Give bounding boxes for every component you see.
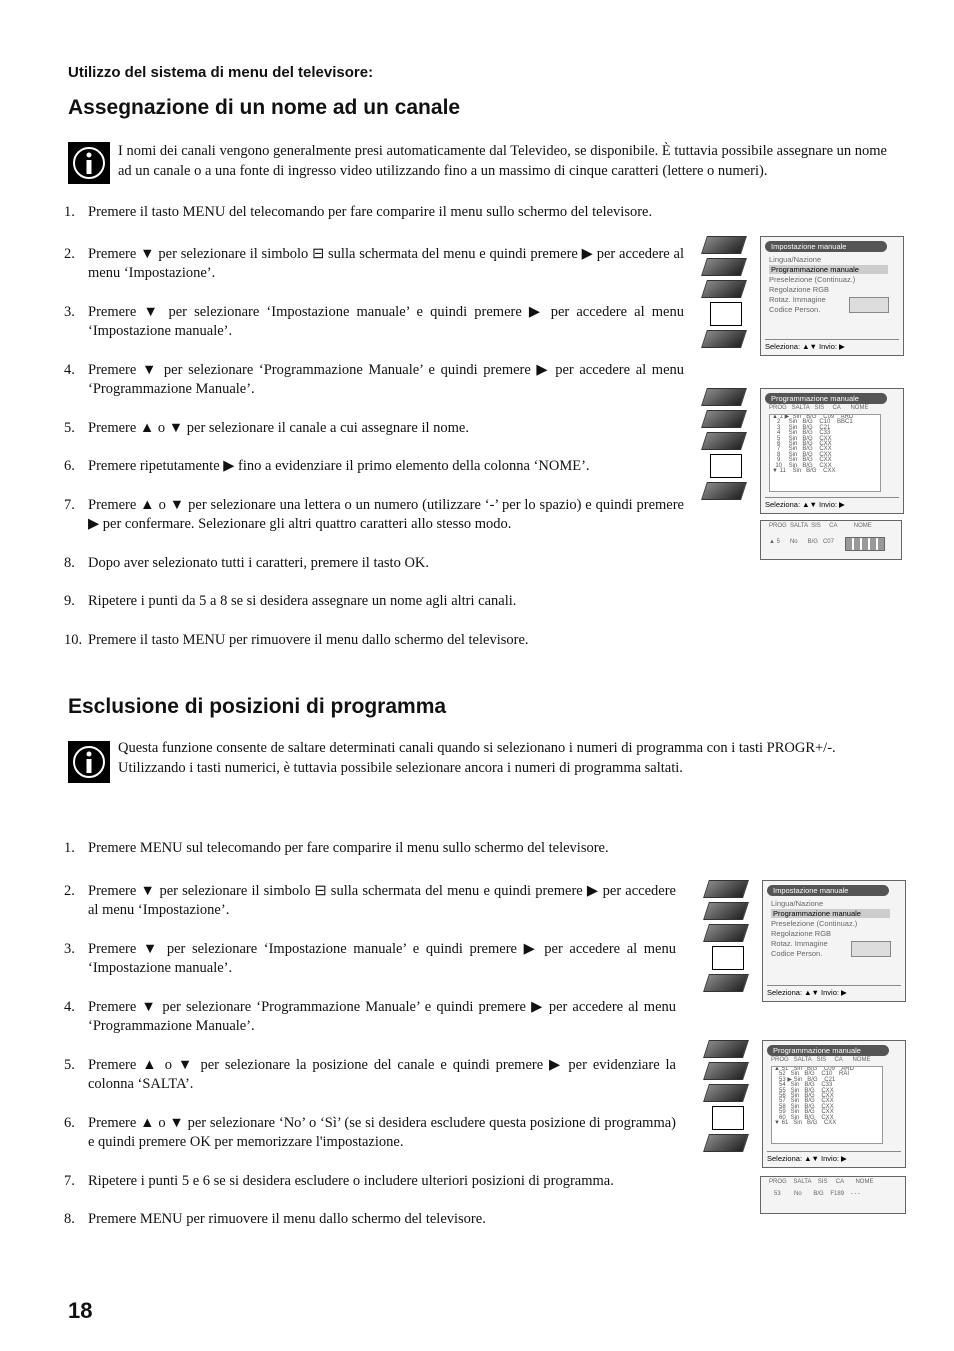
step-item xyxy=(64,303,684,342)
step-text: Ripetere i punti 5 e 6 se si desidera escludere o includere ulteriori posizioni di programma. xyxy=(88,1172,614,1189)
section2-intro: Questa funzione consente de saltare determinati canali quando si selezionano i numeri di programma con i tasti PROGR+/-. Utilizzando i tasti numerici, è tuttavia possibile selezionare ancora i numeri di programma saltati. xyxy=(118,740,836,776)
menu-item-selected: Programmazione manuale xyxy=(771,909,890,918)
channel-table: ▲ 1 ▶ Sin B/G C09 ARD 2 Sin B/G C10 BBC1 3 Sin B/G C21 4 Sin B/G C33 5 Sin B/G CXX 6 Sin B/G CXX 7 Sin B/G CXX 8 Sin B/G CXX 9 Sin B/G CXX 10 Sin B/G CXX ▼ 11 Sin B/G CXX xyxy=(769,414,881,492)
step-item xyxy=(64,361,684,400)
screen-title: Impostazione manuale xyxy=(767,885,889,896)
step-text: Premere ▼ per selezionare il simbolo ⊟ sulla schermata del menu e quindi premere ▶ per accedere al menu ‘Impostazione’. xyxy=(88,882,676,918)
step-item xyxy=(64,631,684,651)
sound-icon xyxy=(701,258,747,276)
step-number: 5. xyxy=(64,419,75,436)
table-header: PROG SALTA SIS CA NOME xyxy=(771,1057,871,1063)
step-item xyxy=(64,496,684,535)
strip-row: ▲ 5 No B/G C07 xyxy=(769,539,834,545)
step-number: 8. xyxy=(64,554,75,571)
step-item xyxy=(64,1114,676,1153)
step-number: 6. xyxy=(64,458,75,474)
screen-footer: Seleziona: ▲▼ Invio: ▶ xyxy=(765,339,899,351)
figure-prog-menu-1 xyxy=(704,388,910,514)
step-number: 2. xyxy=(64,882,75,899)
step-number: 6. xyxy=(64,1114,75,1131)
page-header: Utilizzo del sistema di menu del televisore: xyxy=(68,64,374,81)
value-box xyxy=(849,297,889,313)
info-icon xyxy=(68,741,110,783)
page-number: 18 xyxy=(68,1298,93,1323)
step-text: Premere ▲ o ▼ per selezionare ‘No’ o ‘Sì’ (se si desidera escludere questa posizione di programma) e quindi premere OK per memorizzare l'impostazione. xyxy=(88,1114,676,1150)
step-item xyxy=(64,245,684,284)
step-number: 1. xyxy=(64,204,75,220)
step-text: Premere il tasto MENU del telecomando per fare comparire il menu sullo schermo del televisore. xyxy=(88,204,653,220)
sound-icon xyxy=(701,410,747,428)
menu-item: Regolazione RGB xyxy=(771,929,832,938)
screen-title: Programmazione manuale xyxy=(765,393,887,404)
menu-item: Rotaz. Immagine xyxy=(771,939,828,948)
step-item xyxy=(64,882,676,921)
menu-item-selected: Programmazione manuale xyxy=(769,265,888,274)
step-number: 3. xyxy=(64,303,75,320)
step-number: 7. xyxy=(64,496,75,513)
menu-item: Rotaz. Immagine xyxy=(769,295,826,304)
screen-title: Programmazione manuale xyxy=(767,1045,889,1056)
setup-icon xyxy=(710,454,742,478)
name-edit-box xyxy=(845,537,885,551)
picture-icon xyxy=(701,388,747,406)
strip-header: PROG SALTA SIS CA NOME xyxy=(769,523,872,529)
step-item xyxy=(64,554,684,574)
setup-screen xyxy=(760,236,904,356)
section1-intro: I nomi dei canali vengono generalmente presi automaticamente dal Televideo, se disponibile. È tuttavia possibile assegnare un nome ad un canale o a una fonte di ingresso video utilizzando fino a un massimo di cinque caratteri (lettere o numeri). xyxy=(118,143,887,179)
step-number: 3. xyxy=(64,940,75,957)
step-text: Premere MENU sul telecomando per fare comparire il menu sullo schermo del televisore. xyxy=(88,840,609,856)
features-icon xyxy=(703,924,749,942)
section1-steps xyxy=(64,203,684,669)
menu-item: Lingua/Nazione xyxy=(769,255,822,264)
features-icon xyxy=(701,280,747,298)
menu-item: Preselezione (Continuaz.) xyxy=(769,275,856,284)
figure-setup-menu-2 xyxy=(706,880,906,1002)
table-header: PROG SALTA SIS CA NOME xyxy=(769,405,869,411)
step-item xyxy=(64,940,676,979)
step-number: 1. xyxy=(64,840,75,856)
value-box xyxy=(851,941,891,957)
step-item xyxy=(64,203,684,223)
features-icon xyxy=(703,1084,749,1102)
step-text: Premere ▲ o ▼ per selezionare il canale a cui assegnare il nome. xyxy=(88,419,469,436)
step-number: 4. xyxy=(64,361,75,378)
step-item xyxy=(64,457,684,477)
info-icon xyxy=(68,142,110,184)
step-item xyxy=(64,839,676,859)
teletext-icon xyxy=(701,330,747,348)
step-item xyxy=(64,1172,676,1192)
screen-footer: Seleziona: ▲▼ Invio: ▶ xyxy=(767,985,901,997)
prog-screen xyxy=(760,388,904,514)
step-text: Premere ▼ per selezionare ‘Impostazione manuale’ e quindi premere ▶ per accedere al menu ‘Impostazione manuale’. xyxy=(88,940,676,976)
screen-footer: Seleziona: ▲▼ Invio: ▶ xyxy=(765,497,899,509)
step-text: Premere il tasto MENU per rimuovere il menu dallo schermo del televisore. xyxy=(88,631,529,648)
step-text: Premere ▼ per selezionare ‘Impostazione manuale’ e quindi premere ▶ per accedere al menu ‘Impostazione manuale’. xyxy=(88,303,684,339)
screen-title: Impostazione manuale xyxy=(765,241,887,252)
step-text: Premere ▲ o ▼ per selezionare la posizione del canale e quindi premere ▶ per evidenziare la colonna ‘SALTA’. xyxy=(88,1056,676,1092)
figure-prog-menu-2 xyxy=(706,1040,906,1168)
step-text: Premere ▲ o ▼ per selezionare una lettera o un numero (utilizzare ‘-’ per lo spazio) e quindi premere ▶ per confermare. Selezionare gli altri quattro caratteri allo stesso modo. xyxy=(88,496,684,532)
step-text: Premere ▼ per selezionare ‘Programmazione Manuale’ e quindi premere ▶ per accedere al menu ‘Programmazione Manuale’. xyxy=(88,998,676,1034)
menu-item: Lingua/Nazione xyxy=(771,899,824,908)
menu-item: Codice Person. xyxy=(769,305,821,314)
step-item xyxy=(64,1056,676,1095)
step-number: 7. xyxy=(64,1172,75,1189)
step-item xyxy=(64,592,684,612)
step-item xyxy=(64,1210,676,1230)
setup-screen xyxy=(762,880,906,1002)
step-text: Dopo aver selezionato tutti i caratteri, premere il tasto OK. xyxy=(88,554,430,571)
step-text: Ripetere i punti da 5 a 8 se si desidera assegnare un nome agli altri canali. xyxy=(88,593,517,609)
section2-title: Esclusione di posizioni di programma xyxy=(68,695,447,718)
step-number: 9. xyxy=(64,593,75,609)
menu-item: Regolazione RGB xyxy=(769,285,830,294)
salta-strip xyxy=(760,1176,906,1214)
features-icon xyxy=(701,432,747,450)
step-number: 8. xyxy=(64,1211,75,1227)
channel-table: ▲ 51 Sin B/G C09 ARD 52 Sin B/G C10 RAI 53 ▶ Sin B/G C21 54 Sin B/G C33 55 Sin B/G CXX 56 Sin B/G CXX 57 Sin B/G CXX 58 Sin B/G CXX 59 Sin B/G CXX 60 Sin B/G CXX ▼ 61 Sin B/G CXX xyxy=(771,1066,883,1144)
menu-item: Preselezione (Continuaz.) xyxy=(771,919,858,928)
setup-icon xyxy=(712,946,744,970)
picture-icon xyxy=(701,236,747,254)
picture-icon xyxy=(703,1040,749,1058)
step-item xyxy=(64,998,676,1037)
step-text: Premere ripetutamente ▶ fino a evidenziare il primo elemento della colonna ‘NOME’. xyxy=(88,458,590,474)
figure-setup-menu-1 xyxy=(704,236,910,356)
teletext-icon xyxy=(703,974,749,992)
strip-row: 53 No B/G F189 - - - xyxy=(769,1191,861,1197)
teletext-icon xyxy=(703,1134,749,1152)
prog-screen xyxy=(762,1040,906,1168)
teletext-icon xyxy=(701,482,747,500)
step-number: 5. xyxy=(64,1056,75,1073)
step-text: Premere ▼ per selezionare ‘Programmazione Manuale’ e quindi premere ▶ per accedere al menu ‘Programmazione Manuale’. xyxy=(88,361,684,397)
picture-icon xyxy=(703,880,749,898)
step-text: Premere MENU per rimuovere il menu dallo schermo del televisore. xyxy=(88,1211,486,1227)
sound-icon xyxy=(703,902,749,920)
step-text: Premere ▼ per selezionare il simbolo ⊟ sulla schermata del menu e quindi premere ▶ per accedere al menu ‘Impostazione’. xyxy=(88,245,684,281)
section2-steps xyxy=(64,839,676,1249)
name-strip-1 xyxy=(760,520,902,560)
strip-header: PROG SALTA SIS CA NOME xyxy=(769,1179,874,1185)
step-number: 10. xyxy=(64,631,83,648)
section1-title: Assegnazione di un nome ad un canale xyxy=(68,96,461,119)
setup-icon xyxy=(710,302,742,326)
sound-icon xyxy=(703,1062,749,1080)
menu-item: Codice Person. xyxy=(771,949,823,958)
step-item xyxy=(64,419,684,439)
step-number: 4. xyxy=(64,998,75,1015)
screen-footer: Seleziona: ▲▼ Invio: ▶ xyxy=(767,1151,901,1163)
step-number: 2. xyxy=(64,245,75,262)
setup-icon xyxy=(712,1106,744,1130)
